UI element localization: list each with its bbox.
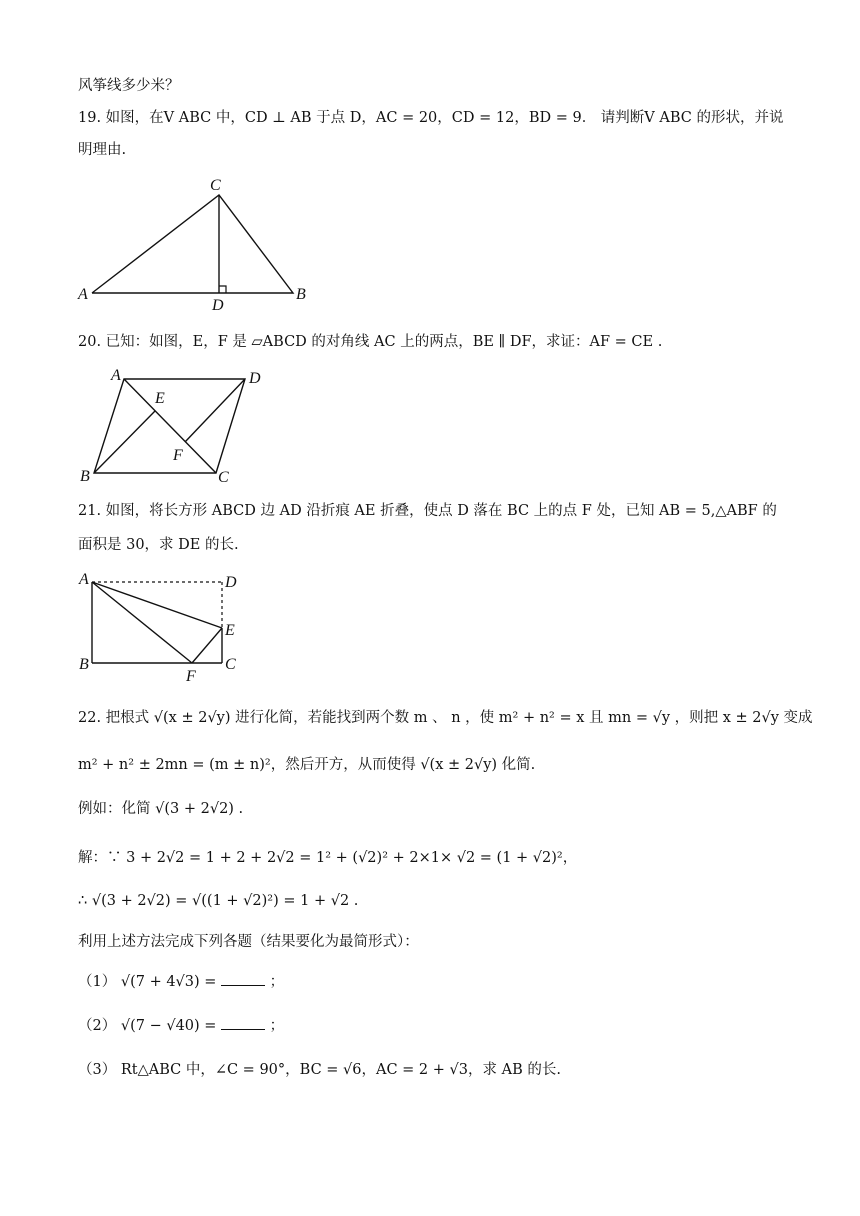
example-line: 例如：化简 √(3 + 2√2) . — [78, 801, 244, 817]
fig20-label-b: B — [80, 468, 90, 485]
problem-1-end: ； — [269, 974, 285, 990]
q22-text-line1: 22. 把根式 √(x ± 2√y) 进行化简，若能找到两个数 m 、 n ，使 m² + n² = x 且 mn = √y ，则把 x ± 2√y 变成 — [78, 710, 813, 726]
instruction-line: 利用上述方法完成下列各题（结果要化为最简形式）： — [78, 934, 419, 950]
q21-text-line2: 面积是 30，求 DE 的长. — [78, 537, 239, 553]
fig20-label-e: E — [155, 390, 165, 407]
problem-2-text: （2） √(7 − √40) = — [78, 1018, 217, 1034]
fig19-label-d: D — [212, 297, 224, 314]
fig19-label-a: A — [78, 286, 88, 303]
fig19-label-c: C — [210, 177, 221, 194]
q22-text-line2: m² + n² ± 2mn = (m ± n)²，然后开方，从而使得 √(x ± 2√y) 化简. — [78, 757, 536, 773]
line-kite-question: 风筝线多少米？ — [78, 78, 180, 94]
problem-2-answer-blank[interactable] — [221, 1015, 265, 1030]
problem-1-answer-blank[interactable] — [221, 971, 265, 986]
q20-text: 20. 已知：如图，E，F 是 ▱ABCD 的对角线 AC 上的两点，BE ∥ DF，求证：AF = CE . — [78, 334, 663, 350]
fig20-label-a: A — [111, 367, 121, 384]
solution-line2: ∴ √(3 + 2√2) = √((1 + √2)²) = 1 + √2 . — [78, 893, 359, 909]
q21-text-line1: 21. 如图，将长方形 ABCD 边 AD 沿折痕 AE 折叠，使点 D 落在 BC 上的点 F 处，已知 AB = 5,△ABF 的 — [78, 503, 777, 519]
solution-line1: 解：∵ 3 + 2√2 = 1 + 2 + 2√2 = 1² + (√2)² + 2×1× √2 = (1 + √2)²， — [78, 850, 578, 866]
figure-19-triangle — [70, 175, 330, 315]
fig20-label-d: D — [249, 370, 261, 387]
figure-21-rectangle-fold — [75, 570, 255, 685]
fig21-label-e: E — [225, 622, 235, 639]
problem-1-text: （1） √(7 + 4√3) = — [78, 974, 217, 990]
problem-3: （3） Rt△ABC 中，∠C = 90°，BC = √6，AC = 2 + √3，求 AB 的长. — [78, 1062, 561, 1078]
problem-2 — [78, 1015, 284, 1036]
figure-20-parallelogram — [75, 365, 275, 485]
fig21-label-f: F — [186, 668, 196, 685]
fig21-label-d: D — [225, 574, 237, 591]
problem-1 — [78, 971, 284, 992]
q19-text-line1: 19. 如图，在V ABC 中，CD ⊥ AB 于点 D，AC = 20，CD = 12，BD = 9． 请判断V ABC 的形状，并说 — [78, 110, 784, 126]
fig21-label-c: C — [225, 656, 236, 673]
fig19-label-b: B — [296, 286, 306, 303]
fig21-label-a: A — [79, 571, 89, 588]
q19-text-line2: 明理由. — [78, 142, 127, 158]
fig20-label-c: C — [218, 469, 229, 486]
problem-2-end: ； — [269, 1018, 285, 1034]
fig20-label-f: F — [173, 447, 183, 464]
fig21-label-b: B — [79, 656, 89, 673]
